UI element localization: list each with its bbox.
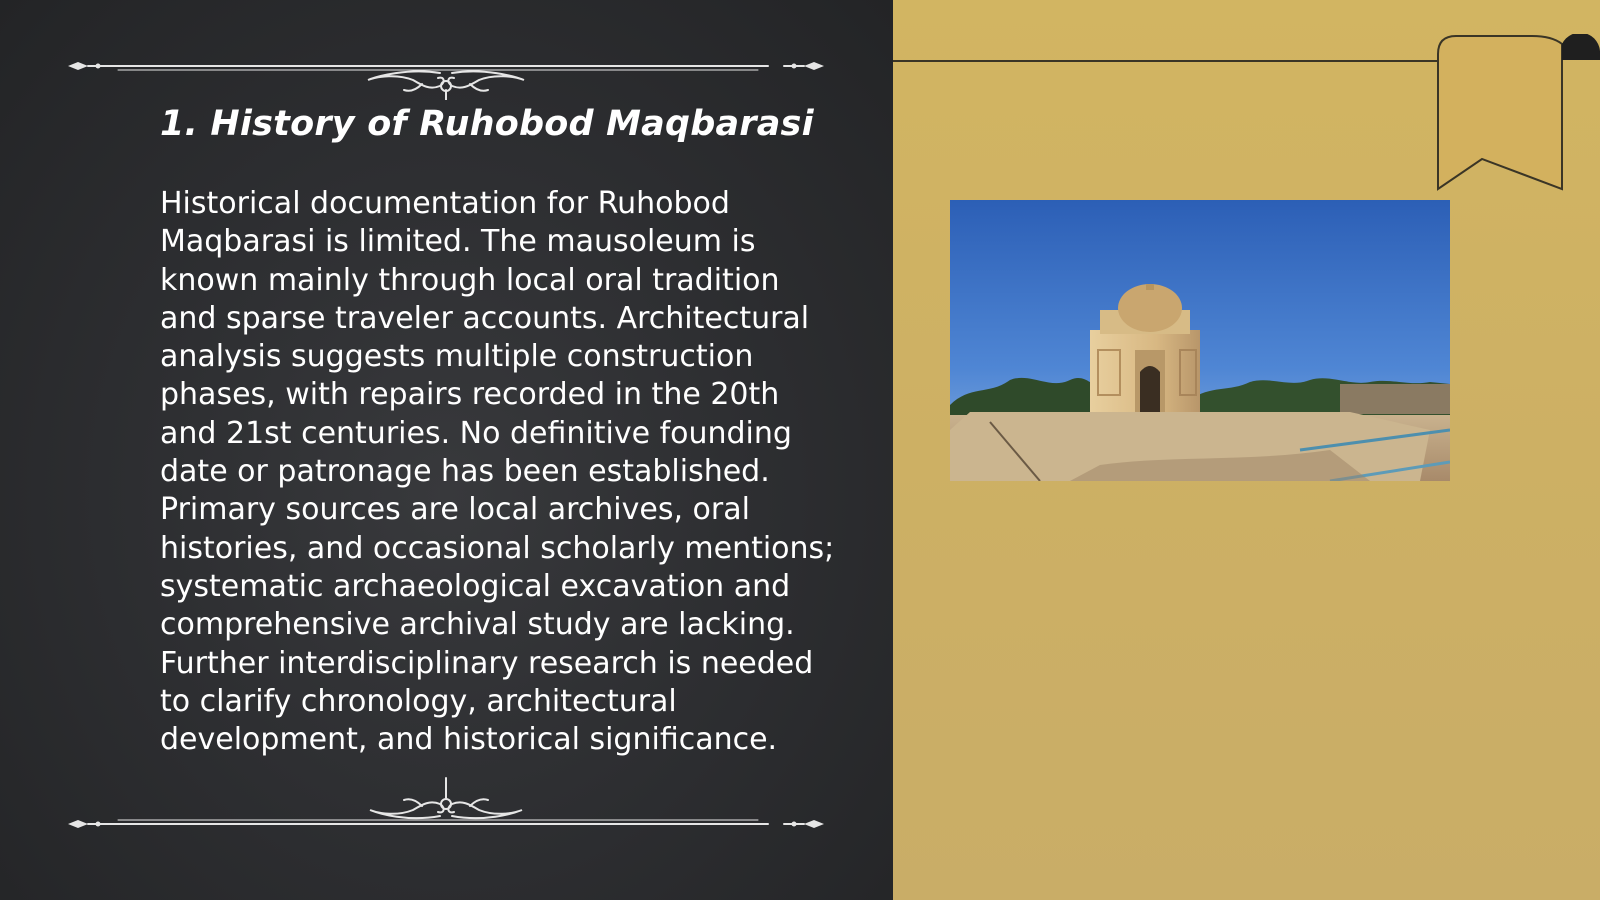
mausoleum-photo xyxy=(950,200,1450,481)
slide-title: 1. History of Ruhobod Maqbarasi xyxy=(160,104,814,144)
bookmark-ribbon-icon xyxy=(1432,34,1600,204)
bottom-ornament-divider xyxy=(68,772,824,832)
top-ornament-divider xyxy=(68,40,824,100)
horizontal-rule xyxy=(893,60,1438,62)
slide-body-text: Historical documentation for Ruhobod Maqbarasi is limited. The mausoleum is known mainly through local oral tradition and sparse traveler accounts. Architectural analysis suggests multiple construction phases, with repairs recorded in the 20th and 21st centuries. No definitive founding date or patronage has been established. Primary sources are local archives, oral histories, and occasional scholarly mentions; systematic archaeological excavation and comprehensive archival study are lacking. Further interdisciplinary research is needed to clarify chronology, architectural development, and historical significance. xyxy=(160,186,835,758)
